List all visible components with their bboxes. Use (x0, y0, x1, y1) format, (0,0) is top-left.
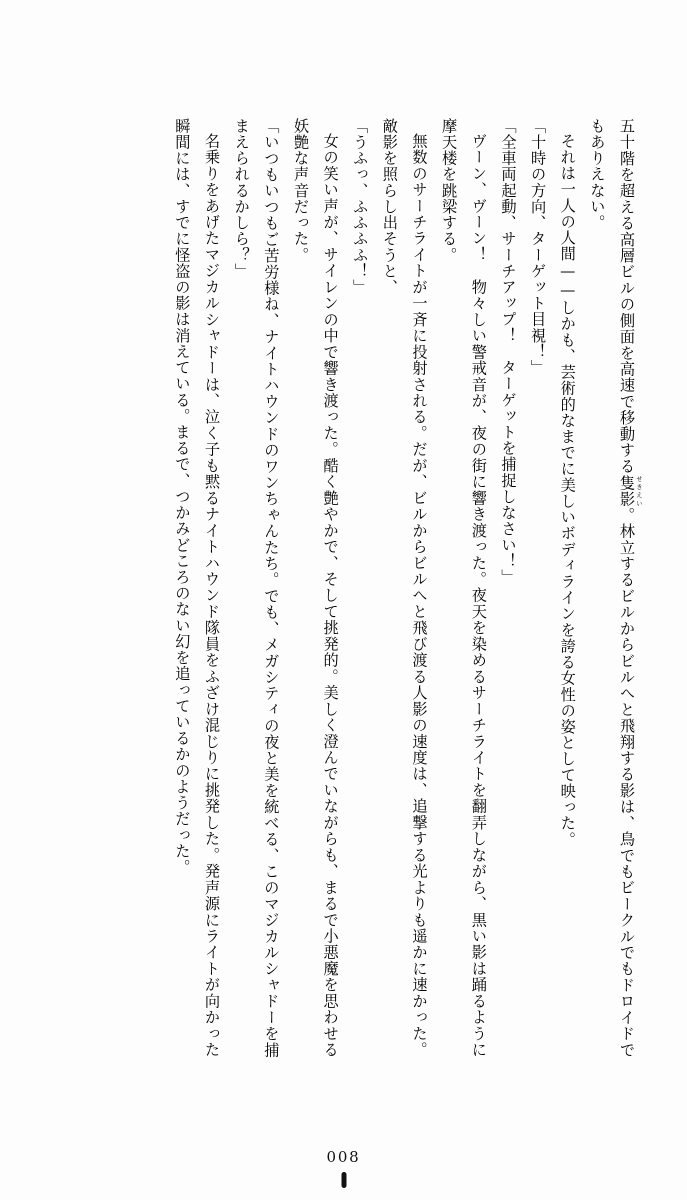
paragraph: 「いつもいつもご苦労様ね、ナイトハウンドのワンちゃんたち。でも、メガシティの夜と美を統べる、このマジカルシャドーを捕まえられるかしら？」 (232, 118, 281, 1058)
paragraph: 無数のサーチライトが一斉に投射される。だが、ビルからビルへと飛び渡る人影の速度は、追撃する光よりも遥かに速かった。敵影を照らし出そうと、 (380, 118, 429, 1058)
paragraph: 五十階を超える高層ビルの側面を高速で移動する隻影 せきえい。林立するビルからビルへと飛翔する影は、鳥でもビークルでもドロイドでもありえない。 (588, 118, 643, 1058)
paragraph: 名乗りをあげたマジカルシャドーは、泣く子も黙るナイトハウンド隊員をふざけ混じりに挑発した。発声源にライトが向かった瞬間には、すでに怪盗の影は消えている。まるで、つかみどころのない幻を追っているかのようだった。 (173, 118, 222, 1058)
folio-rule-mark (341, 1172, 346, 1188)
body-text-vertical (44, 118, 643, 1058)
ruby-sekiei: 隻影 せきえい (618, 474, 643, 508)
paragraph: 「全車両起動、サーチアップ！ ターゲットを捕捉しなさい！」 (499, 118, 518, 586)
paragraph: 「十時の方向、ターゲット目視！」 (529, 118, 548, 376)
paragraph: 「うふっ、ふふふふ！」 (351, 118, 370, 296)
paragraph: ヴーン、ヴーン！ 物々しい警戒音が、夜の街に響き渡った。夜天を染めるサーチライトを翻弄しながら、黒い影は踊るように摩天楼を跳梁する。 (440, 118, 488, 1058)
paragraph: それは一人の人間——しかも、芸術的なまでに美しいボディラインを誇る女性の姿として映った。 (558, 133, 577, 848)
page-number: 008 (326, 1148, 361, 1166)
paragraph: 女の笑い声が、サイレンの中で響き渡った。酷く艶やかで、そして挑発的。美しく澄んでいながらも、まるで小悪魔を思わせる妖艶な声音だった。 (291, 118, 340, 1058)
